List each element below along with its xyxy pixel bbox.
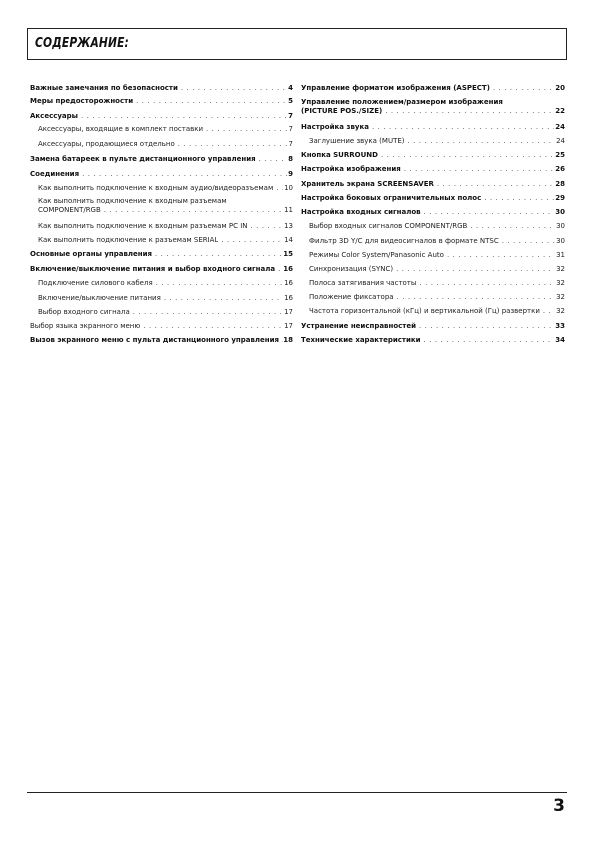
- toc-entry[interactable]: [301, 165, 565, 174]
- toc-entry-label: Фильтр 3D Y/C для видеосигналов в формате NTSC: [309, 237, 499, 245]
- toc-leader: [437, 180, 554, 189]
- toc-entry-page: 7: [288, 125, 293, 133]
- toc-leader: [221, 236, 283, 245]
- toc-entry[interactable]: [301, 208, 565, 217]
- toc-leader: [404, 165, 554, 174]
- toc-leader: [155, 250, 282, 259]
- toc-leader: [419, 322, 554, 331]
- toc-entry-label: Управление форматом изображения (ASPECT): [301, 84, 490, 92]
- toc-entry[interactable]: [38, 125, 293, 134]
- toc-entry-label: Управление положением/размером изображения: [301, 98, 503, 106]
- toc-entry-label: Вызов экранного меню с пульта дистанционного управления: [30, 336, 280, 344]
- toc-entry-page: 30: [556, 222, 565, 230]
- toc-entry-page: 32: [556, 265, 565, 273]
- toc-entry[interactable]: [30, 336, 293, 345]
- toc-entry-page: 32: [556, 293, 565, 301]
- toc-entry-label: Как выполнить подключение к входным разъемам: [38, 197, 227, 205]
- toc-entry-page: 32: [556, 279, 565, 287]
- toc-entry[interactable]: [309, 137, 565, 146]
- toc-entry-page: 32: [556, 307, 565, 315]
- toc-entry[interactable]: [30, 170, 293, 179]
- toc-entry[interactable]: [301, 336, 565, 345]
- toc-leader: [397, 293, 556, 302]
- toc-leader: [81, 112, 287, 121]
- toc-entry-label: Как выполнить подключение к входным разъемам PC IN: [38, 222, 248, 230]
- toc-entry-label: Аксессуары, входящие в комплект поставки: [38, 125, 204, 133]
- toc-entry-label: Частота горизонтальной (кГц) и вертикальной (Гц) развертки: [309, 307, 540, 315]
- toc-entry[interactable]: [38, 236, 293, 245]
- toc-entry-page: 7: [288, 140, 293, 148]
- toc-entry-page: 13: [284, 222, 293, 230]
- toc-leader: [181, 84, 287, 93]
- toc-entry-page: 11: [284, 205, 293, 214]
- toc-entry[interactable]: [30, 97, 293, 106]
- toc-entry-label: Основные органы управления: [30, 250, 153, 258]
- toc-leader: [385, 107, 554, 116]
- toc-leader: [470, 222, 555, 231]
- toc-entry[interactable]: [309, 307, 565, 316]
- toc-entry-label: Кнопка SURROUND: [301, 151, 378, 159]
- toc-entry[interactable]: [301, 84, 565, 93]
- title-box: [27, 28, 567, 60]
- toc-leader: [82, 170, 287, 179]
- toc-leader: [133, 308, 283, 317]
- toc-entry-page: 31: [556, 251, 565, 259]
- toc-leader: [484, 194, 554, 203]
- toc-entry-label: Положение фиксатора: [309, 293, 394, 301]
- toc-entry[interactable]: [309, 237, 565, 246]
- toc-entry-label: Включение/выключение питания: [38, 294, 161, 302]
- toc-leader: [136, 97, 287, 106]
- toc-entry-label: Настройка изображения: [301, 165, 401, 173]
- toc-entry-page: 24: [556, 137, 565, 145]
- toc-entry-page: 16: [284, 294, 293, 302]
- toc-entry[interactable]: [301, 194, 565, 203]
- toc-leader: [419, 279, 555, 288]
- toc-entry-page: 22: [555, 106, 565, 115]
- toc-entry-page: 33: [555, 322, 565, 330]
- toc-entry[interactable]: [309, 265, 565, 274]
- toc-leader: [278, 265, 282, 274]
- toc-leader: [493, 84, 554, 93]
- toc-leader: [372, 123, 554, 132]
- toc-entry-page: 15: [283, 250, 293, 258]
- toc-leader: [543, 307, 555, 316]
- toc-entry-page: 25: [555, 151, 565, 159]
- toc-entry-page: 14: [284, 236, 293, 244]
- toc-entry[interactable]: [38, 279, 293, 288]
- toc-entry[interactable]: [301, 98, 565, 116]
- toc-entry-page: 29: [555, 194, 565, 202]
- toc-entry-page: 10: [284, 184, 293, 192]
- toc-entry-label: Как выполнить подключение к входным аудио/видеоразъемам: [38, 184, 274, 192]
- toc-entry[interactable]: [309, 222, 565, 231]
- toc-entry-label: Подключение силового кабеля: [38, 279, 153, 287]
- toc-entry-label: Настройка боковых ограничительных полос: [301, 194, 482, 202]
- toc-entry-label: Устранение неисправностей: [301, 322, 416, 330]
- toc-leader: [381, 151, 554, 160]
- toc-entry[interactable]: [38, 222, 293, 231]
- toc-entry[interactable]: [301, 180, 565, 189]
- toc-entry-label-cont: (PICTURE POS./SIZE): [301, 106, 383, 115]
- toc-leader: [143, 322, 283, 331]
- toc-entry[interactable]: [30, 84, 293, 93]
- toc-leader: [408, 137, 556, 146]
- page-number: 3: [553, 796, 565, 816]
- toc-entry[interactable]: [38, 184, 293, 193]
- toc-entry[interactable]: [301, 151, 565, 160]
- toc-entry[interactable]: [30, 265, 293, 274]
- toc-entry[interactable]: [38, 308, 293, 317]
- toc-leader: [396, 265, 555, 274]
- toc-leader: [104, 206, 283, 215]
- toc-entry-page: 17: [284, 322, 293, 330]
- toc-entry-page: 20: [555, 84, 565, 92]
- toc-entry-page: 24: [555, 123, 565, 131]
- toc-entry-page: 30: [556, 237, 565, 245]
- toc-entry-label: Аксессуары: [30, 112, 78, 120]
- toc-entry-label: Технические характеристики: [301, 336, 421, 344]
- toc-entry[interactable]: [301, 322, 565, 331]
- toc-entry[interactable]: [309, 293, 565, 302]
- toc-entry[interactable]: [38, 140, 293, 149]
- toc-entry[interactable]: [38, 197, 293, 215]
- toc-entry[interactable]: [30, 112, 293, 121]
- toc-entry-page: 16: [283, 265, 293, 273]
- toc-entry-page: 5: [288, 97, 293, 105]
- toc-leader: [276, 184, 283, 193]
- toc-leader: [156, 279, 283, 288]
- toc-entry-page: 7: [288, 112, 293, 120]
- toc-entry-label-cont: COMPONENT/RGB: [38, 205, 101, 214]
- toc-entry-label: Хранитель экрана SCREENSAVER: [301, 180, 434, 188]
- toc-entry[interactable]: [309, 251, 565, 260]
- toc-entry-label: Синхронизация (SYNC): [309, 265, 394, 273]
- toc-entry-label: Выбор языка экранного меню: [30, 322, 141, 330]
- toc-entry-label: Меры предосторожности: [30, 97, 134, 105]
- toc-leader: [424, 208, 555, 217]
- toc-entry-page: 9: [288, 170, 293, 178]
- toc-entry-page: 8: [288, 155, 293, 163]
- toc-leader: [206, 125, 288, 134]
- footer-divider: [27, 792, 567, 793]
- toc-entry-label: Заглушение звука (MUTE): [309, 137, 405, 145]
- toc-leader: [502, 237, 555, 246]
- toc-entry-label: Важные замечания по безопасности: [30, 84, 178, 92]
- toc-entry[interactable]: [38, 294, 293, 303]
- toc-entry-label: Соединения: [30, 170, 80, 178]
- toc-leader: [424, 336, 555, 345]
- toc-entry-page: 16: [284, 279, 293, 287]
- toc-entry-label: Настройка входных сигналов: [301, 208, 421, 216]
- toc-entry[interactable]: [30, 155, 293, 164]
- toc-entry[interactable]: [309, 279, 565, 288]
- toc-entry-label: Настройка звука: [301, 123, 369, 131]
- toc-entry-label: Выбор входных сигналов COMPONENT/RGB: [309, 222, 468, 230]
- toc-entry-label: Аксессуары, продающиеся отдельно: [38, 140, 175, 148]
- toc-entry-page: 4: [288, 84, 293, 92]
- toc-entry-page: 18: [283, 336, 293, 344]
- toc-entry-label: Полоса затягивания частоты: [309, 279, 417, 287]
- toc-leader: [251, 222, 284, 231]
- toc-entry[interactable]: [30, 250, 293, 259]
- toc-leader: [259, 155, 288, 164]
- toc-entry-label: Включение/выключение питания и выбор входного сигнала: [30, 265, 276, 273]
- toc-entry-page: 26: [555, 165, 565, 173]
- toc-leader: [447, 251, 555, 260]
- toc-entry-page: 34: [555, 336, 565, 344]
- toc-entry-label: Как выполнить подключение к разъемам SERIAL: [38, 236, 219, 244]
- toc-entry-label: Замена батареек в пульте дистанционного управления: [30, 155, 256, 163]
- toc-entry-page: 17: [284, 308, 293, 316]
- toc-entry-page: 30: [555, 208, 565, 216]
- toc-leader: [164, 294, 283, 303]
- toc-entry-label: Выбор входного сигнала: [38, 308, 130, 316]
- toc-entry[interactable]: [301, 123, 565, 132]
- page-title: СОДЕРЖАНИЕ:: [35, 36, 129, 51]
- toc-entry[interactable]: [30, 322, 293, 331]
- toc-leader: [178, 140, 288, 149]
- toc-entry-page: 28: [555, 180, 565, 188]
- toc-entry-label: Режимы Color System/Panasonic Auto: [309, 251, 444, 259]
